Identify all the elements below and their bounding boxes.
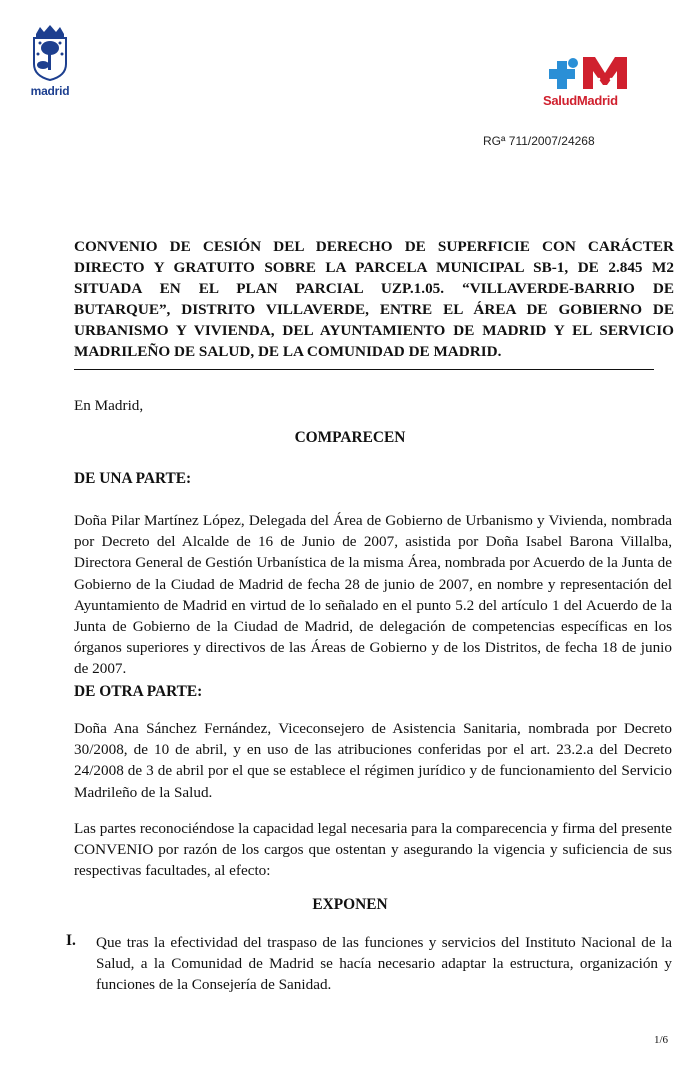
salud-madrid-icon [543, 55, 638, 93]
document-title: CONVENIO DE CESIÓN DEL DERECHO DE SUPERFICIE CON CARÁCTER DIRECTO Y GRATUITO SOBRE LA PARCELA MUNICIPAL SB-1, DE 2.845 M2 SITUADA EN EL PLAN PARCIAL UZP.1.05. “VILLAVERDE-BARRIO DE BUTARQUE”, DISTRITO VILLAVERDE, ENTRE EL ÁREA DE GOBIERNO DE URBANISMO Y VIVIENDA, DEL AYUNTAMIENTO DE MADRID Y EL SERVICIO MADRILEÑO DE SALUD, DE LA COMUNIDAD DE MADRID. [74, 238, 674, 360]
page-number: 1/6 [654, 1034, 669, 1046]
exponen-item-number: I. [66, 932, 76, 949]
una-parte-paragraph: Doña Pilar Martínez López, Delegada del Área de Gobierno de Urbanismo y Vivienda, nombrada por Decreto del Alcalde de 16 de Junio de 2007, asistida por Doña Isabel Barona Villalba, Directora General de Gestión Urbanística de la misma Área, nombrada por Acuerdo de la Junta de Gobierno de la Ciudad de Madrid de fecha 28 de junio de 2007, en nombre y representación del Ayuntamiento de Madrid en virtud de lo señalado en el punto 5.2 del artículo 1 del Acuerdo de la Junta de Gobierno de la Ciudad de Madrid, de delegación de competencias específicas en los órganos superiores y directivos de las Áreas de Gobierno y de los Distritos, de fecha 18 de junio de 2007. [74, 512, 672, 678]
registry-reference: RGª 711/2007/24268 [483, 134, 595, 148]
exponen-heading: EXPONEN [312, 896, 388, 913]
title-underline [74, 369, 654, 370]
place-line: En Madrid, [74, 397, 144, 414]
madrid-wordmark: madrid [30, 84, 70, 98]
exponen-item-text: Que tras la efectividad del traspaso de las funciones y servicios del Instituto Nacional de la Salud, a la Comunidad de Madrid se hacía necesario adaptar la estructura, organización y funciones de la Consejería de Sanidad. [96, 934, 672, 994]
otra-parte-paragraph: Doña Ana Sánchez Fernández, Viceconsejero de Asistencia Sanitaria, nombrada por Decreto 30/2008, de 10 de abril, y en uso de las atribuciones conferidas por el art. 23.2.a del Decreto 24/2008 de 3 de abril por el que se establece el régimen jurídico y de funcionamiento del Servicio Madrileño de la Salud. [74, 720, 672, 801]
salud-madrid-wordmark: SaludMadrid [543, 93, 618, 108]
salud-madrid-logo [543, 55, 638, 107]
comparecen-heading: COMPARECEN [294, 429, 406, 446]
madrid-coat-of-arms-icon [28, 24, 72, 82]
partes-paragraph: Las partes reconociéndose la capacidad legal necesaria para la comparecencia y firma del presente CONVENIO por razón de los cargos que ostentan y asegurando la vigencia y suficiencia de sus respectivas facultades, al efecto: [74, 820, 672, 880]
otra-parte-heading: DE OTRA PARTE: [74, 683, 203, 700]
madrid-logo [26, 24, 74, 98]
una-parte-heading: DE UNA PARTE: [74, 470, 192, 487]
